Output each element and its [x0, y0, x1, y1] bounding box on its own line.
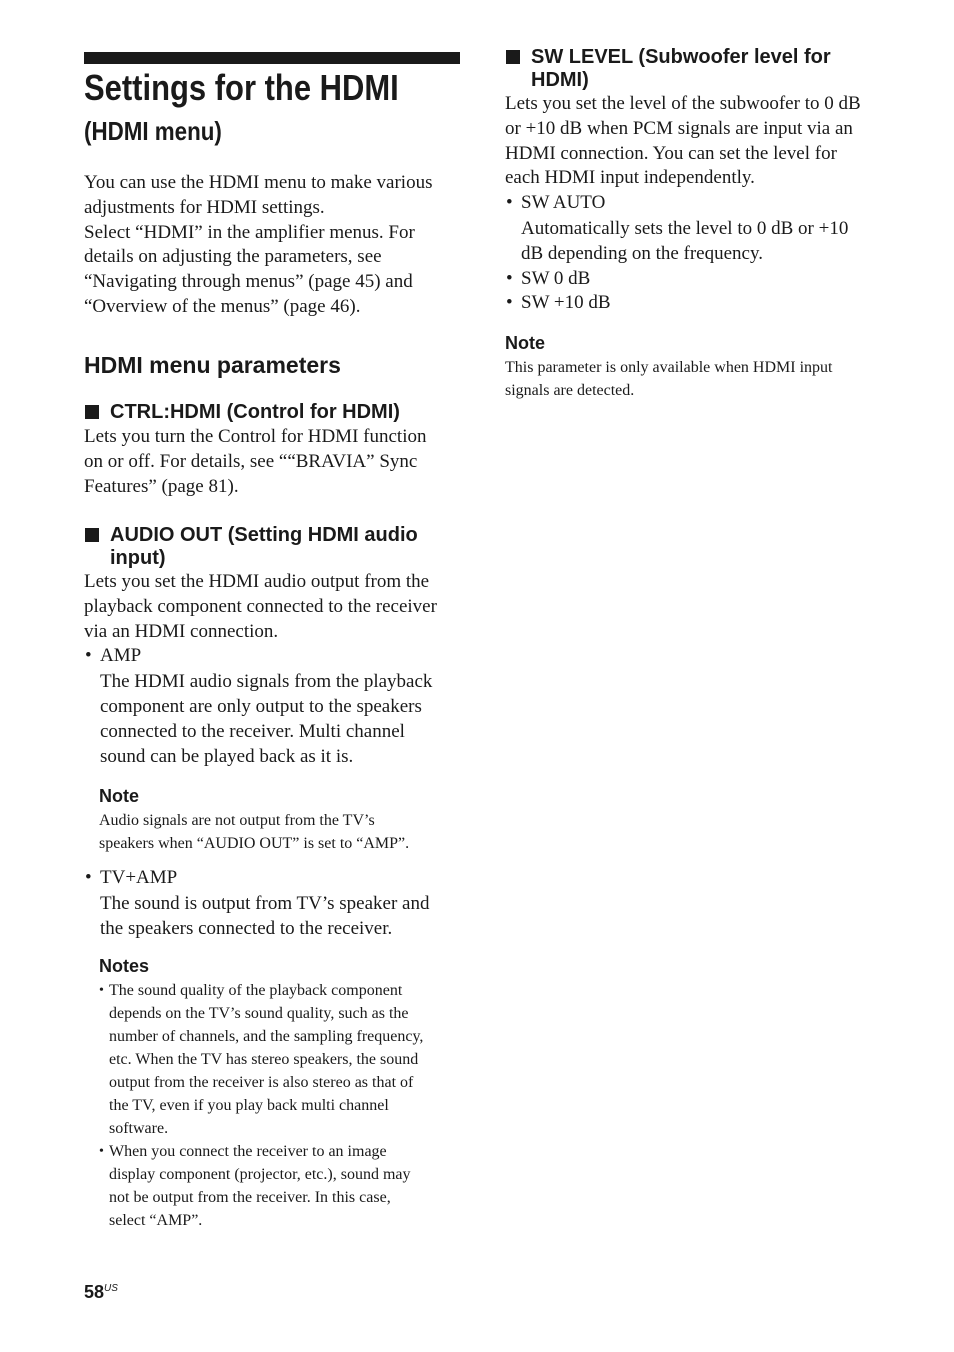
- amp-description: The HDMI audio signals from the playback component are only output to the speakers connected to the receiver. Multi channel sound can be played back as it is.: [100, 671, 433, 767]
- sw-10db-option: • SW +10 dB: [505, 291, 885, 316]
- list-item: • When you connect the receiver to an image display component (projector, etc.), sound may not be output from the receiver. In this case, select “AMP”.: [99, 1140, 474, 1232]
- audio-out-section: [84, 524, 464, 769]
- title-rule: [84, 52, 460, 64]
- section-heading: HDMI menu parameters: [84, 352, 341, 378]
- intro-line: details on adjusting the parameters, see: [84, 246, 382, 268]
- audio-out-text: Lets you set the HDMI audio output from the playback component connected to the receiver via an HDMI connection.: [84, 571, 437, 642]
- amp-option: • AMP: [84, 644, 464, 669]
- notes-label: Notes: [99, 956, 150, 976]
- audio-out-heading: AUDIO OUT (Setting HDMI audio input): [84, 524, 464, 570]
- note-label: Note: [99, 786, 139, 806]
- tvamp-notes: [99, 955, 474, 1232]
- list-item: • The sound quality of the playback component depends on the TV’s sound quality, such as the number of channels, and the sampling frequency, etc. When the TV has stereo speakers, the sound output from the receiver is also stereo as that of the TV, even if you play back multi channel software.: [99, 979, 474, 1140]
- page-subtitle: (HDMI menu): [84, 116, 222, 146]
- sw-level-heading: SW LEVEL (Subwoofer level for HDMI): [505, 46, 885, 92]
- tvamp-option: • TV+AMP: [84, 866, 464, 891]
- intro-line: “Overview of the menus” (page 46).: [84, 295, 361, 317]
- page-number: $58^{US}$: [84, 1282, 118, 1302]
- ctrl-hdmi-section: [84, 401, 464, 499]
- note-text: Audio signals are not output from the TV’s speakers when “AUDIO OUT” is set to “AMP”.: [99, 812, 410, 852]
- intro-paragraph: [84, 171, 464, 320]
- square-bullet-icon: [85, 528, 99, 542]
- ctrl-hdmi-heading: CTRL:HDMI (Control for HDMI): [84, 401, 464, 424]
- sw-level-text: Lets you set the level of the subwoofer to 0 dB or +10 dB when PCM signals are input via an HDMI connection. You can set the level for each HDMI input independently.: [505, 93, 861, 189]
- region-code: US: [104, 1283, 118, 1294]
- page-title: Settings for the HDMI: [84, 67, 399, 108]
- tvamp-description: The sound is output from TV’s speaker and the speakers connected to the receiver.: [100, 892, 430, 939]
- tvamp-section: [84, 866, 464, 941]
- ctrl-hdmi-text: Lets you turn the Control for HDMI function on or off. For details, see ““BRAVIA” Sync Features” (page 81).: [84, 426, 427, 497]
- amp-note: [99, 785, 469, 855]
- note-text: This parameter is only available when HDMI input signals are detected.: [505, 359, 833, 399]
- intro-line: Select “HDMI” in the amplifier menus. For: [84, 221, 415, 243]
- sw-auto-description: Automatically sets the level to 0 dB or +10 dB depending on the frequency.: [521, 217, 849, 264]
- sw-level-section: [505, 46, 885, 316]
- square-bullet-icon: [85, 405, 99, 419]
- intro-line: You can use the HDMI menu to make various: [84, 172, 433, 193]
- sw-level-note: [505, 332, 895, 402]
- note-label: Note: [505, 333, 545, 353]
- square-bullet-icon: [506, 50, 520, 64]
- sw-0db-option: • SW 0 dB: [505, 267, 885, 292]
- notes-list: [99, 979, 474, 1232]
- intro-line: adjustments for HDMI settings.: [84, 196, 325, 218]
- intro-line: “Navigating through menus” (page 45) and: [84, 271, 413, 293]
- sw-auto-option: • SW AUTO: [505, 191, 885, 216]
